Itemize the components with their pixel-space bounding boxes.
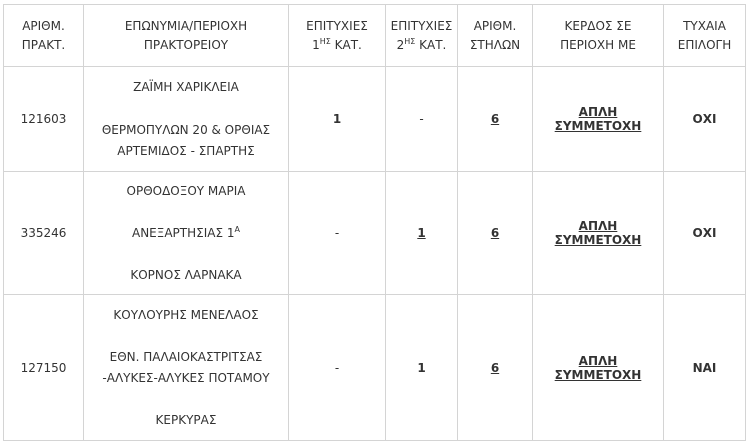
table-header-row — [4, 5, 746, 67]
wins-2nd-cell — [386, 172, 458, 295]
wins-1st-cell: 1 — [289, 67, 386, 172]
header-name-area: ΕΠΩΝΥΜΙΑ/ΠΕΡΙΟΧΗ ΠΡΑΚΤΟΡΕΙΟΥ — [84, 5, 289, 67]
header-wins-1st: ΕΠΙΤΥΧΙΕΣ $1^{H\Sigma}$ ΚΑΤ. — [289, 5, 386, 67]
header-wins-2nd: ΕΠΙΤΥΧΙΕΣ $2^{H\Sigma}$ ΚΑΤ. — [386, 5, 458, 67]
table-row — [4, 67, 746, 172]
header-random-choice: ΤΥΧΑΙΑ ΕΠΙΛΟΓΗ — [664, 5, 746, 67]
agency-address-line: ΚΟΡΝΟΣ ΛΑΡΝΑΚΑ — [130, 267, 242, 282]
header-profit-type: ΚΕΡΔΟΣ ΣΕ ΠΕΡΙΟΧΗ ΜΕ — [533, 5, 664, 67]
agency-address-line: ΑΝΕΞΑΡΤΗΣΙΑΣ $1^A$ — [132, 224, 240, 240]
wins-2nd-link[interactable]: 1 — [417, 226, 426, 240]
columns-count-cell — [458, 295, 533, 441]
agency-number-cell: 335246 — [4, 172, 84, 295]
columns-count-link[interactable]: 6 — [490, 226, 500, 240]
winning-agencies-table — [3, 4, 746, 441]
agency-address-line: ΕΘΝ. ΠΑΛΑΙΟΚΑΣΤΡΙΤΣΑΣ — [109, 349, 263, 364]
header-columns-count: ΑΡΙΘΜ. ΣΤΗΛΩΝ — [458, 5, 533, 67]
agency-address-line: ΘΕΡΜΟΠΥΛΩΝ 20 & ΟΡΘΙΑΣ — [101, 122, 271, 137]
columns-count-link[interactable]: 6 — [490, 360, 500, 375]
agency-name-area-cell — [84, 67, 289, 172]
profit-type-cell — [533, 67, 664, 172]
wins-2nd-cell: - — [386, 67, 458, 172]
random-choice-cell: ΝΑΙ — [664, 295, 746, 441]
header-agency-no: ΑΡΙΘΜ. ΠΡΑΚΤ. — [4, 5, 84, 67]
agency-name: ΚΟΥΛΟΥΡΗΣ ΜΕΝΕΛΑΟΣ — [113, 307, 259, 322]
columns-count-link[interactable]: 6 — [490, 112, 500, 126]
profit-type-cell — [533, 295, 664, 441]
columns-count-cell — [458, 67, 533, 172]
wins-2nd-cell: 1 — [386, 295, 458, 441]
agency-address-line: ΚΕΡΚΥΡΑΣ — [155, 412, 217, 427]
agency-name-area-cell — [84, 295, 289, 441]
wins-1st-cell: - — [289, 295, 386, 441]
agency-name: ΖΑΪΜΗ ΧΑΡΙΚΛΕΙΑ — [133, 79, 239, 94]
random-choice-cell: ΟΧΙ — [664, 172, 746, 295]
agency-name-area-cell — [84, 172, 289, 295]
profit-type-link[interactable]: ΑΠΛΗ ΣΥΜΜΕΤΟΧΗ — [554, 353, 642, 382]
random-choice-cell: ΟΧΙ — [664, 67, 746, 172]
table-row — [4, 295, 746, 441]
agency-number-cell: 121603 — [4, 67, 84, 172]
profit-type-link[interactable]: ΑΠΛΗ ΣΥΜΜΕΤΟΧΗ — [554, 105, 642, 133]
profit-type-link[interactable]: ΑΠΛΗ ΣΥΜΜΕΤΟΧΗ — [554, 219, 642, 247]
agency-number-cell: 127150 — [4, 295, 84, 441]
agency-name: ΟΡΘΟΔΟΞΟΥ ΜΑΡΙΑ — [126, 183, 246, 198]
table-row — [4, 172, 746, 295]
wins-1st-cell: - — [289, 172, 386, 295]
agency-address-line: ΑΡΤΕΜΙΔΟΣ - ΣΠΑΡΤΗΣ — [117, 143, 255, 158]
columns-count-cell — [458, 172, 533, 295]
profit-type-cell — [533, 172, 664, 295]
agency-address-line: -ΑΛΥΚΕΣ-ΑΛΥΚΕΣ ΠΟΤΑΜΟΥ — [102, 370, 270, 385]
